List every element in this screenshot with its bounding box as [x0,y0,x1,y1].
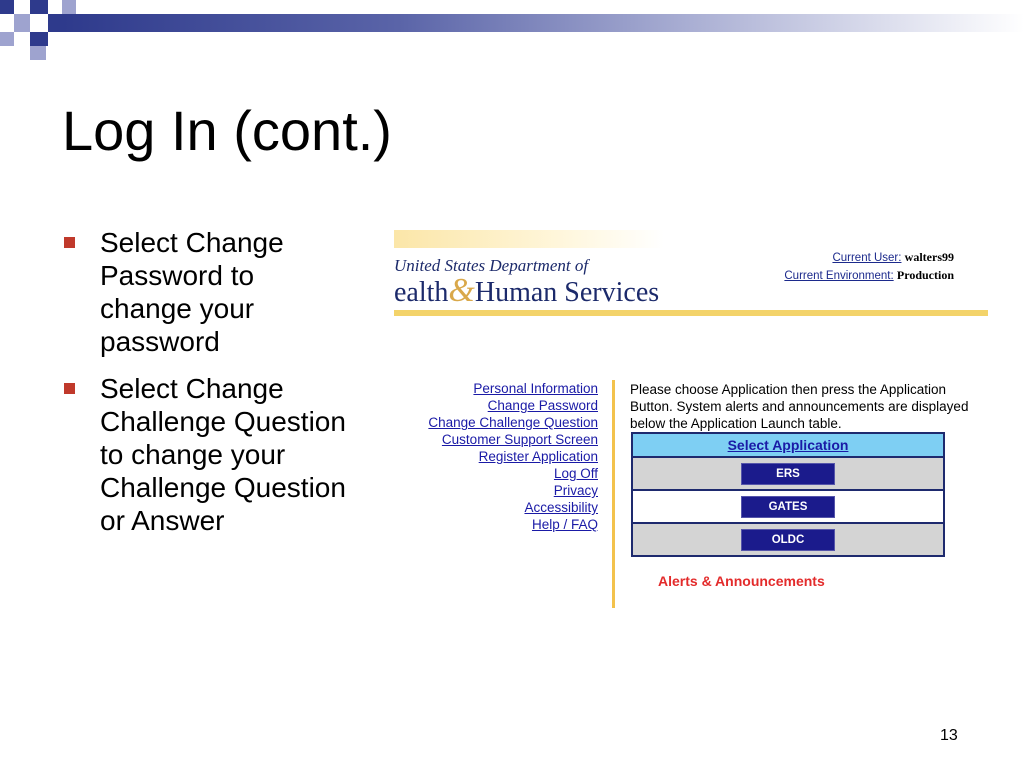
side-nav [428,380,598,533]
bullet-item [62,372,352,537]
bullet-text: Select Change Challenge Question to change your Challenge Question or Answer [100,373,346,536]
nav-link-help-faq[interactable]: Help / FAQ [531,517,598,532]
deco-square [30,32,48,46]
deco-square [48,14,62,32]
deco-square [0,0,14,14]
user-info [784,249,954,285]
nav-link-change-challenge-question[interactable]: Change Challenge Question [428,415,598,430]
bullet-item [62,226,352,358]
deco-square [0,32,14,46]
current-user-value: walters99 [904,250,954,264]
page-number: 13 [940,727,958,744]
table-row [633,491,943,522]
nav-link-privacy[interactable]: Privacy [553,483,598,498]
vertical-divider [612,380,615,608]
agency-line-2-left: ealth [394,277,449,308]
deco-square [62,0,76,14]
header-glow [394,230,664,248]
bullet-square-icon [64,383,75,394]
header-divider [394,310,988,316]
deco-square [14,14,30,32]
application-launch-table [631,432,945,557]
bullet-list [62,226,352,551]
nav-link-personal-information[interactable]: Personal Information [473,381,598,396]
table-row [633,458,943,489]
current-environment-value: Production [896,268,954,282]
bullet-text: Select Change Password to change your password [100,227,284,357]
agency-logo-text [394,272,659,310]
header-gradient-band [62,14,1024,32]
agency-line-1: United States Department of [394,256,589,275]
ampersand: & [448,272,475,309]
nav-link-customer-support-screen[interactable]: Customer Support Screen [441,432,598,447]
nav-link-register-application[interactable]: Register Application [478,449,598,464]
oldc-button[interactable]: OLDC [741,529,835,551]
current-user-label[interactable]: Current User: [832,252,902,264]
current-environment-label[interactable]: Current Environment: [784,270,894,282]
nav-link-accessibility[interactable]: Accessibility [524,500,598,515]
alerts-heading: Alerts & Announcements [658,573,825,589]
nav-link-log-off[interactable]: Log Off [553,466,598,481]
instructions-text: Please choose Application then press the Application Button. System alerts and announcements are displayed below the Application Launch table. [630,382,969,431]
select-application-header[interactable]: Select Application [633,434,943,456]
deco-square [30,46,46,60]
table-row [633,524,943,555]
deco-square [30,0,48,14]
slide-title: Log In (cont.) [62,99,392,162]
gates-button[interactable]: GATES [741,496,835,518]
agency-line-2-right: Human Services [474,277,660,308]
embedded-screenshot [394,228,988,613]
bullet-square-icon [64,237,75,248]
nav-link-change-password[interactable]: Change Password [487,398,598,413]
ers-button[interactable]: ERS [741,463,835,485]
